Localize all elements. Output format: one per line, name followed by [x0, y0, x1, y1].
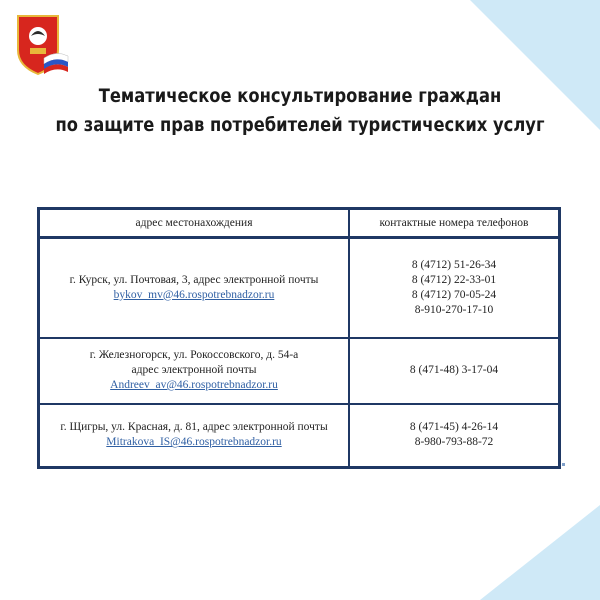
- phone-number: 8 (4712) 51-26-34: [411, 258, 497, 271]
- address-text: г. Щигры, ул. Красная, д. 81, адрес электронной почты: [60, 421, 328, 434]
- phone-number: 8 (4712) 22-33-01: [411, 273, 497, 286]
- coat-of-arms-emblem: [14, 10, 70, 80]
- email-link[interactable]: Andreev_av@46.rospotrebnadzor.ru: [110, 379, 278, 391]
- address-cell: [39, 404, 350, 468]
- title-line-1: Тематическое консультирование граждан: [98, 85, 502, 107]
- phones-cell: [349, 338, 560, 404]
- header-phones: контактные номера телефонов: [349, 209, 560, 238]
- address-text: г. Железногорск, ул. Рокоссовского, д. 54-а: [89, 349, 299, 361]
- page-title: [42, 82, 558, 140]
- emblem-figure-icon: [29, 27, 47, 45]
- phone-number: 8 (4712) 70-05-24: [411, 288, 497, 301]
- table-header-row: [39, 209, 560, 238]
- table-row: [39, 238, 560, 338]
- title-line-2: по защите прав потребителей туристических услуг: [55, 114, 545, 136]
- email-link[interactable]: bykov_mv@46.rospotrebnadzor.ru: [113, 288, 275, 301]
- phone-number: 8-980-793-88-72: [414, 436, 494, 449]
- emblem-base-icon: [30, 48, 46, 54]
- table-row: [39, 404, 560, 468]
- email-link[interactable]: Mitrakova_IS@46.rospotrebnadzor.ru: [106, 436, 282, 449]
- decorative-dot: [562, 463, 565, 466]
- header-address: адрес местонахождения: [39, 209, 350, 238]
- table-row: [39, 338, 560, 404]
- bottom-right-triangle: [480, 505, 600, 600]
- address-cell: [39, 238, 350, 338]
- address-cell: [39, 338, 350, 404]
- contacts-table: [37, 207, 561, 469]
- address-text: адрес электронной почты: [131, 364, 257, 376]
- phones-cell: [349, 238, 560, 338]
- phone-number: 8 (471-48) 3-17-04: [409, 364, 499, 376]
- address-text: г. Курск, ул. Почтовая, 3, адрес электронной почты: [69, 273, 319, 286]
- phone-number: 8 (471-45) 4-26-14: [409, 421, 499, 434]
- phone-number: 8-910-270-17-10: [414, 303, 494, 316]
- phones-cell: [349, 404, 560, 468]
